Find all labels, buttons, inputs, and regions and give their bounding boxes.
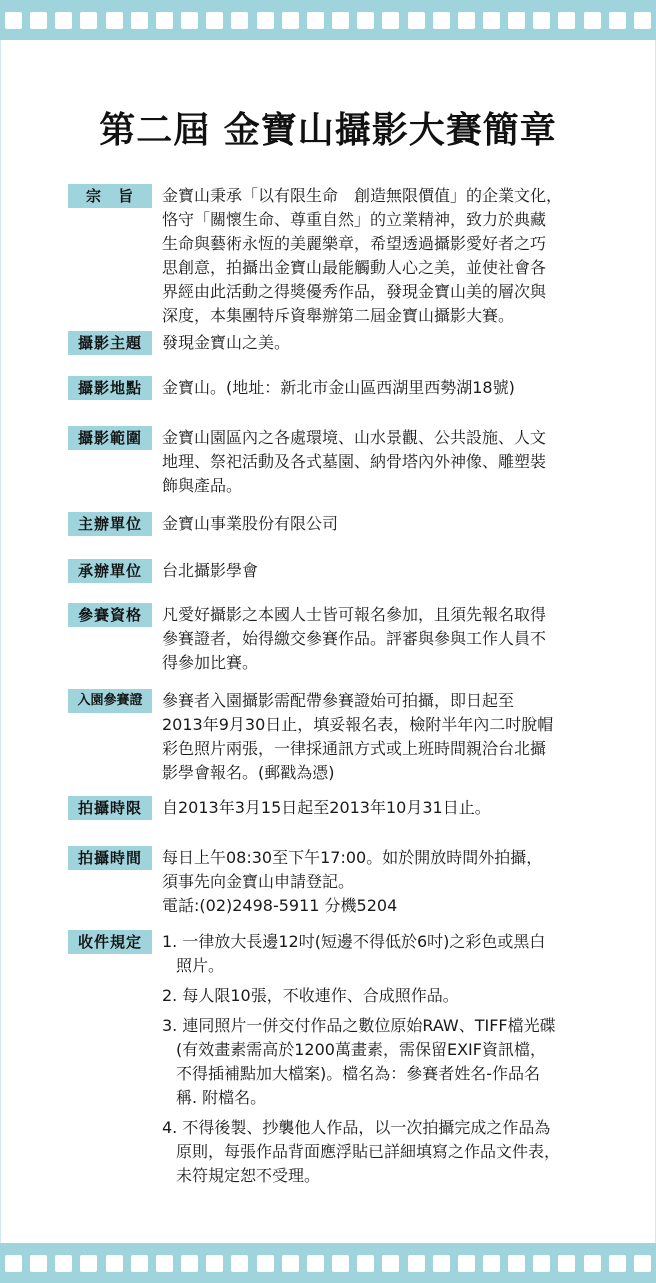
section-label: 宗 旨 [68,184,152,208]
film-hole [609,1255,626,1272]
film-hole [55,1255,72,1272]
film-hole [382,1255,399,1272]
text-line: 稱. 附檔名。 [176,1088,267,1107]
film-hole [106,1255,123,1272]
film-hole [282,1255,299,1272]
text-line: 自2013年3月15日起至2013年10月31日止。 [162,798,491,817]
text-line: 金寶山。(地址：新北市金山區西湖里西勢湖18號) [162,378,515,397]
film-hole [408,1255,425,1272]
film-hole [206,12,223,29]
text-line: 參賽者入園攝影需配帶參賽證始可拍攝，即日起至 [162,691,515,710]
text-line: 得參加比賽。 [162,653,259,672]
section-eligibility [68,603,598,675]
text-line: 每日上午08:30至下午17:00。如於開放時間外拍攝， [162,848,543,867]
text-line: 3. 連同照片一併交付作品之數位原始RAW、TIFF檔光碟 [162,1016,556,1035]
film-hole [30,12,47,29]
text-line: 金寶山園區內之各處環境、山水景觀、公共設施、人文 [162,428,547,447]
film-hole [634,12,651,29]
text-line: 2. 每人限10張，不收連作、合成照作品。 [162,986,459,1005]
section-theme [68,331,598,355]
film-hole [30,1255,47,1272]
film-hole [231,12,248,29]
text-line: 飾與產品。 [162,476,243,495]
section-label: 攝影範圍 [68,426,152,450]
section-period [68,796,598,820]
text-line: 發現金寶山之美。 [162,333,291,352]
film-hole [131,12,148,29]
film-hole [332,1255,349,1272]
section-location [68,376,598,400]
film-hole [332,12,349,29]
film-hole [156,12,173,29]
section-scope [68,426,598,498]
list-item [162,1014,594,1110]
film-hole [533,1255,550,1272]
text-line: (有效畫素需高於1200萬畫素，需保留EXIF資訊檔， [176,1040,546,1059]
film-hole [533,12,550,29]
text-line: 金寶山事業股份有限公司 [162,514,339,533]
film-hole [80,12,97,29]
rules-list [162,930,594,1188]
text-line: 4. 不得後製、抄襲他人作品，以一次拍攝完成之作品為 [162,1118,551,1137]
section-label: 拍攝時間 [68,846,152,870]
section-label: 收件規定 [68,930,152,954]
section-entry-pass [68,689,598,785]
section-content [162,426,594,498]
film-hole [156,1255,173,1272]
film-hole [357,12,374,29]
film-hole [408,12,425,29]
text-line: 金寶山秉承「以有限生命 創造無限價值」的企業文化， [162,186,563,205]
section-content [162,930,594,1194]
film-hole [106,12,123,29]
section-label: 主辦單位 [68,512,152,536]
film-hole [584,12,601,29]
film-hole [508,12,525,29]
text-line: 電話:(02)2498-5911 分機5204 [162,896,398,915]
section-label: 參賽資格 [68,603,152,627]
film-strip-top [0,0,656,40]
text-line: 不得插補點加大檔案)。檔名為：參賽者姓名-作品名 [176,1064,541,1083]
section-content [162,184,594,328]
film-hole [307,1255,324,1272]
text-line: 1. 一律放大長邊12吋(短邊不得低於6吋)之彩色或黑白 [162,932,546,951]
film-hole [181,1255,198,1272]
film-hole [433,12,450,29]
section-label: 拍攝時限 [68,796,152,820]
text-line: 須事先向金寶山申請登記。 [162,872,355,891]
film-hole [257,12,274,29]
text-line: 台北攝影學會 [162,561,259,580]
text-line: 深度，本集團特斥資舉辦第二屆金寶山攝影大賽。 [162,306,515,325]
section-content [162,512,594,536]
film-hole [80,1255,97,1272]
section-purpose [68,184,598,328]
text-line: 未符規定恕不受理。 [176,1166,321,1185]
section-content [162,559,594,583]
text-line: 思創意，拍攝出金寶山最能觸動人心之美，並使社會各 [162,258,547,277]
film-hole [5,1255,22,1272]
section-co-organizer [68,559,598,583]
film-hole [483,1255,500,1272]
text-line: 地理、祭祀活動及各式墓園、納骨塔內外神像、雕塑裝 [162,452,547,471]
film-hole [257,1255,274,1272]
section-label: 承辦單位 [68,559,152,583]
text-line: 彩色照片兩張，一律採通訊方式或上班時間親洽台北攝 [162,739,547,758]
list-item [162,984,594,1008]
section-label: 攝影主題 [68,331,152,355]
section-content [162,331,594,355]
list-item [162,1116,594,1188]
film-hole [433,1255,450,1272]
section-label: 入園參賽證 [68,689,152,713]
film-hole [584,1255,601,1272]
text-line: 界經由此活動之得獎優秀作品，發現金寶山美的層次與 [162,282,547,301]
film-hole [5,12,22,29]
text-line: 2013年9月30日止，填妥報名表，檢附半年內二吋脫帽 [162,715,554,734]
text-line: 原則，每張作品背面應浮貼已詳細填寫之作品文件表， [176,1142,561,1161]
section-hours [68,846,598,918]
film-hole [181,12,198,29]
film-hole [382,12,399,29]
film-hole [131,1255,148,1272]
film-hole [55,12,72,29]
text-line: 影學會報名。(郵戳為憑) [162,763,335,782]
section-label: 攝影地點 [68,376,152,400]
film-hole [458,12,475,29]
film-hole [231,1255,248,1272]
film-hole [558,1255,575,1272]
text-line: 凡愛好攝影之本國人士皆可報名參加，且須先報名取得 [162,605,547,624]
section-content [162,796,594,820]
section-content [162,689,594,785]
text-line: 恪守「關懷生命、尊重自然」的立業精神，致力於典藏 [162,210,547,229]
section-rules [68,930,598,1194]
section-content [162,376,594,400]
film-strip-bottom [0,1243,656,1283]
film-hole [282,12,299,29]
section-organizer [68,512,598,536]
section-content [162,846,594,918]
film-hole [458,1255,475,1272]
page-title: 第二屆 金寶山攝影大賽簡章 [99,110,557,151]
film-hole [357,1255,374,1272]
list-item [162,930,594,978]
section-content [162,603,594,675]
film-hole [483,12,500,29]
film-hole [508,1255,525,1272]
film-hole [307,12,324,29]
film-hole [609,12,626,29]
film-hole [558,12,575,29]
text-line: 照片。 [176,956,225,975]
text-line: 參賽證者，始得繳交參賽作品。評審與參與工作人員不 [162,629,547,648]
film-hole [206,1255,223,1272]
film-hole [634,1255,651,1272]
text-line: 生命與藝術永恆的美麗樂章，希望透過攝影愛好者之巧 [162,234,547,253]
